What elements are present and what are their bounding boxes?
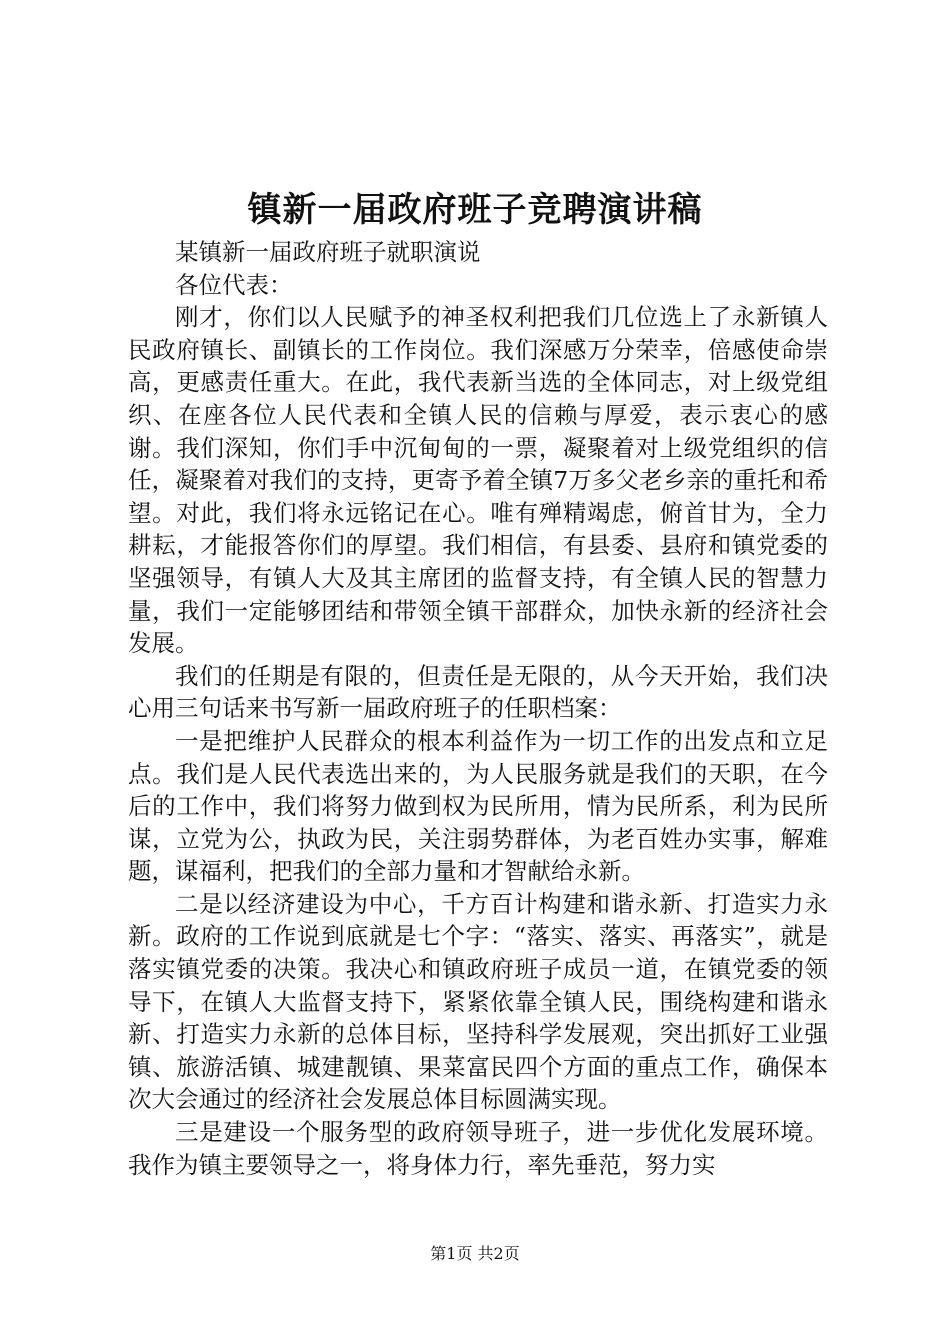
- paragraph-salutation: 各位代表：: [175, 270, 293, 299]
- paragraph: 刚才，你们以人民赋予的神圣权利把我们几位选上了永新镇人民政府镇长、副镇长的工作岗位。我们深感万分荣幸，倍感使命崇高，更感责任重大。在此，我代表新当选的全体同志，对上级党组织、在座各位人民代表和全镇人民的信赖与厚爱，表示衷心的感谢。我们深知，你们手中沉甸甸的一票，凝聚着对上级党组织的信任，凝聚着对我们的支持，更寄予着全镇7万多父老乡亲的重托和希望。对此，我们将永远铭记在心。唯有殚精竭虑，俯首甘为，全力耕耘，才能报答你们的厚望。我们相信，有县委、县府和镇党委的坚强领导，有镇人大及其主席团的监督支持，有全镇人民的智慧力量，我们一定能够团结和带领全镇干部群众，加快永新的经济社会发展。: [128, 303, 828, 658]
- paragraph: 三是建设一个服务型的政府领导班子，进一步优化发展环境。我作为镇主要领导之一，将身体力行，率先垂范，努力实: [128, 1118, 828, 1179]
- page-footer: 第1页 共2页: [430, 1244, 520, 1263]
- paragraph: 一是把维护人民群众的根本利益作为一切工作的出发点和立足点。我们是人民代表选出来的，为人民服务就是我们的天职，在今后的工作中，我们将努力做到权为民所用，情为民所系，利为民所谋，立党为公，执政为民，关注弱势群体，为老百姓办实事，解难题，谋福利，把我们的全部力量和才智献给永新。: [128, 726, 828, 886]
- paragraph-subtitle: 某镇新一届政府班子就职演说: [175, 238, 481, 266]
- document-body: [128, 236, 828, 1181]
- paragraph: 我们的任期是有限的，但责任是无限的，从今天开始，我们决心用三句话来书写新一届政府班子的任职档案：: [128, 661, 828, 723]
- document-title: 镇新一届政府班子竞聘演讲稿: [247, 190, 703, 230]
- paragraph: 二是以经济建设为中心，千方百计构建和谐永新、打造实力永新。政府的工作说到底就是七个字：“落实、落实、再落实”，就是落实镇党委的决策。我决心和镇政府班子成员一道，在镇党委的领导下，在镇人大监督支持下，紧紧依靠全镇人民，围绕构建和谐永新、打造实力永新的总体目标，坚持科学发展观，突出抓好工业强镇、旅游活镇、城建靓镇、果菜富民四个方面的重点工作，确保本次大会通过的经济社会发展总体目标圆满实现。: [128, 889, 828, 1114]
